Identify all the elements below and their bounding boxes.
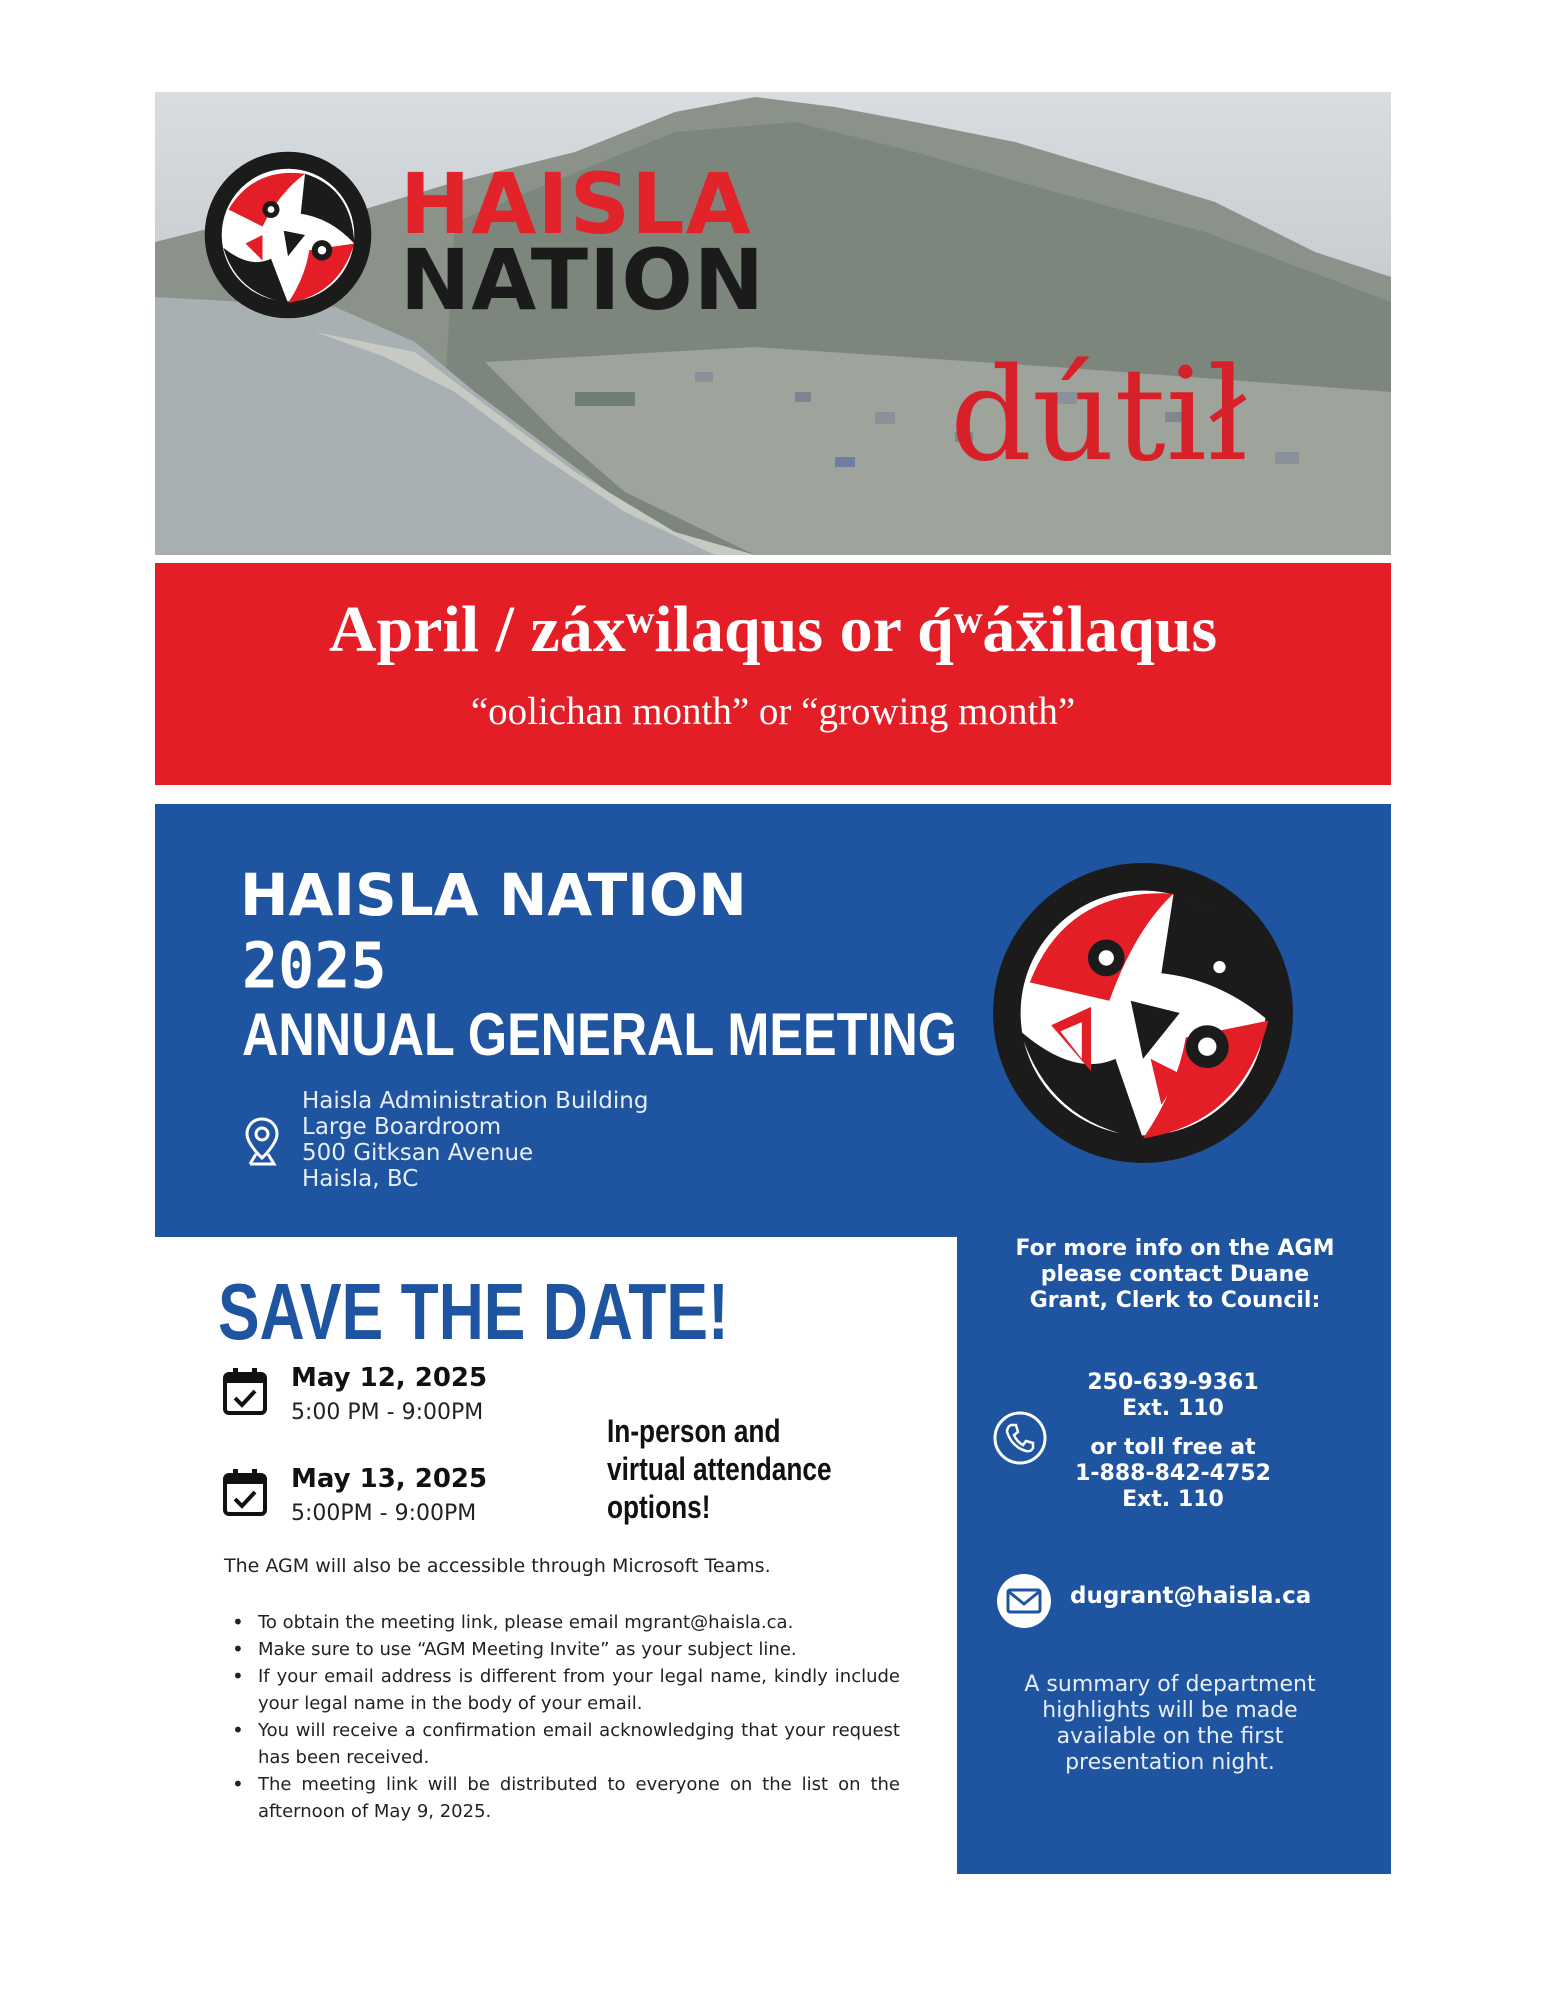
contact-panel: [957, 1237, 1391, 1874]
date-1: May 12, 2025: [291, 1363, 488, 1393]
phone-number: 250-639-9361: [1087, 1370, 1259, 1395]
haisla-formline-logo-icon: [990, 860, 1296, 1166]
list-item: • Make sure to use “AGM Meeting Invite” as your subject line.: [224, 1636, 900, 1663]
date-2: May 13, 2025: [291, 1464, 488, 1494]
contact-email-link[interactable]: dugrant@haisla.ca: [1070, 1583, 1312, 1609]
teams-note: The AGM will also be accessible through Microsoft Teams.: [224, 1555, 771, 1577]
list-item: • If your email address is different from your legal name, kindly include your legal name in the body of your email.: [224, 1663, 900, 1717]
address-room: Large Boardroom: [302, 1114, 502, 1140]
calendar-check-icon: [222, 1467, 268, 1517]
brand-name-haisla: HAISLA: [400, 155, 752, 253]
month-subtitle: “oolichan month” or “growing month”: [470, 690, 1076, 733]
mail-icon: [996, 1573, 1052, 1629]
toll-free-label: or toll free at: [1090, 1435, 1256, 1460]
contact-heading: For more info on the AGM please contact Duane Grant, Clerk to Council:: [1015, 1236, 1335, 1313]
agm-heading-nation: HAISLA NATION: [240, 861, 747, 929]
phone-extension: Ext. 110: [1122, 1396, 1224, 1421]
haisla-nation-logo-icon: [203, 150, 373, 320]
time-2: 5:00PM - 9:00PM: [291, 1501, 477, 1526]
address-city: Haisla, BC: [302, 1166, 419, 1192]
attendance-options: In-person and virtual attendance options!: [607, 1413, 832, 1525]
phone-icon: [992, 1410, 1048, 1466]
address-building: Haisla Administration Building: [302, 1088, 649, 1114]
list-item: • To obtain the meeting link, please email mgrant@haisla.ca.: [224, 1609, 900, 1636]
location-pin-icon: [244, 1116, 280, 1168]
agm-heading-meeting: ANNUAL GENERAL MEETING: [242, 1001, 957, 1068]
haisla-word: dútił: [950, 341, 1249, 490]
toll-free-block: [1058, 1435, 1288, 1513]
summary-note: A summary of department highlights will be made available on the first presentation night.: [1024, 1672, 1316, 1775]
list-item: • The meeting link will be distributed to everyone on the list on the afternoon of May 9, 2025.: [224, 1771, 900, 1825]
phone-block: [1058, 1370, 1288, 1422]
toll-free-extension: Ext. 110: [1122, 1487, 1224, 1512]
agm-heading-year: 2025: [242, 929, 387, 1004]
list-item: • You will receive a confirmation email acknowledging that your request has been received.: [224, 1717, 900, 1771]
time-1: 5:00 PM - 9:00PM: [291, 1400, 484, 1425]
toll-free-number: 1-888-842-4752: [1075, 1461, 1271, 1486]
save-the-date-heading: SAVE THE DATE!: [218, 1267, 729, 1356]
brand-name-nation: NATION: [400, 231, 766, 329]
instructions-list: [224, 1609, 900, 1825]
address-street: 500 Gitksan Avenue: [302, 1140, 534, 1166]
month-title: April / záxʷilaqus or q́ʷáx̄ilaqus: [328, 593, 1218, 666]
calendar-check-icon: [222, 1366, 268, 1416]
